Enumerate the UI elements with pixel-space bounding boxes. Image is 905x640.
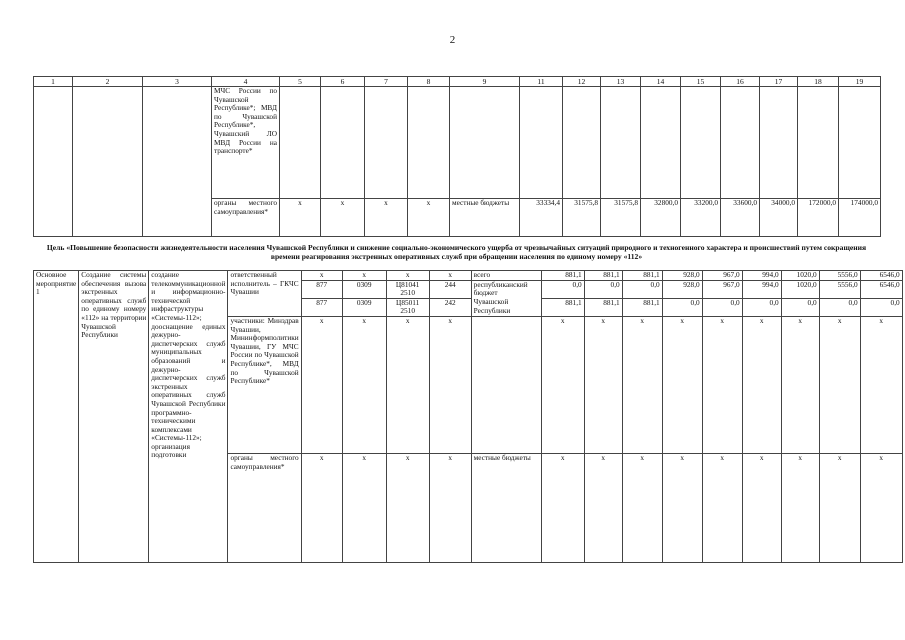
cell-x: х — [662, 453, 702, 562]
value-cell: 0,0 — [662, 298, 702, 316]
cell-x: х — [742, 316, 781, 453]
participants-cell: участники: Минздрав Чувашии, Мининформполитики Чувашии, ГУ МЧС России по Чувашской Республике*, МВД по Чувашской Республике* — [228, 316, 301, 453]
cell-x: х — [541, 453, 584, 562]
value-cell: 928,0 — [662, 271, 702, 281]
code-cell: 0309 — [342, 280, 386, 298]
cell-x: х — [386, 453, 429, 562]
code-cell: 242 — [429, 298, 471, 316]
source-cell: местные бюджеты — [450, 199, 520, 237]
value-cell: 33200,0 — [681, 199, 721, 237]
goal-text: Повышение безопасности жизнедеятельности населения Чувашской Республики и снижение социально-экономического ущерба от чрезвычайных ситуаций природного и техногенного характера и происшествий путем сокращения времени реагирования экстренных оперативных служб при обращении населения по единому номеру «112» — [70, 243, 867, 261]
cell-x: х — [386, 316, 429, 453]
col-header: 6 — [321, 77, 365, 87]
code-cell: 877 — [301, 298, 342, 316]
cell-x: х — [819, 453, 860, 562]
col-header: 7 — [365, 77, 408, 87]
column-number-row — [34, 77, 881, 87]
cell-x: х — [301, 271, 342, 281]
value-cell: 881,1 — [541, 271, 584, 281]
cell-x: х — [584, 316, 622, 453]
col-header: 4 — [212, 77, 280, 87]
cell-x: х — [301, 316, 342, 453]
cell-x: х — [429, 453, 471, 562]
col-header: 13 — [601, 77, 641, 87]
value-cell: 0,0 — [622, 280, 662, 298]
cell-x: х — [342, 453, 386, 562]
value-cell: 994,0 — [742, 271, 781, 281]
cell-x: х — [781, 316, 819, 453]
code-cell: Ц81041 2510 — [386, 280, 429, 298]
table-row — [34, 271, 903, 281]
cell-x: х — [321, 199, 365, 237]
value-cell: 174000,0 — [839, 199, 881, 237]
code-cell: Ц85011 2510 — [386, 298, 429, 316]
col-header: 2 — [73, 77, 143, 87]
col-header: 18 — [798, 77, 839, 87]
col-header: 19 — [839, 77, 881, 87]
cell-x: х — [584, 453, 622, 562]
value-cell: 0,0 — [584, 280, 622, 298]
value-cell: 34000,0 — [760, 199, 798, 237]
value-cell: 6546,0 — [860, 271, 902, 281]
value-cell: 0,0 — [541, 280, 584, 298]
page-number: 2 — [449, 34, 456, 46]
value-cell: 31575,8 — [563, 199, 601, 237]
local-executors-cell: органы местного самоуправления* — [228, 453, 301, 562]
top-table — [33, 76, 881, 237]
col-header: 9 — [450, 77, 520, 87]
col-header: 3 — [143, 77, 212, 87]
cell-x: х — [702, 453, 742, 562]
value-cell: 0,0 — [742, 298, 781, 316]
executors-cell: МЧС России по Чувашской Республике*; МВД по Чувашской Республике*, Чувашский ЛО МВД России на транспорте* — [212, 87, 280, 199]
main-table — [33, 270, 903, 563]
cell-x: х — [702, 316, 742, 453]
source-cell: республиканский бюджет — [471, 280, 541, 298]
cell-x: х — [860, 316, 902, 453]
cell-x: х — [365, 199, 408, 237]
code-cell: 244 — [429, 280, 471, 298]
cell-x: х — [622, 316, 662, 453]
col-header: 11 — [520, 77, 563, 87]
col-header: 12 — [563, 77, 601, 87]
value-cell: 881,1 — [541, 298, 584, 316]
value-cell: 881,1 — [622, 298, 662, 316]
value-cell: 5556,0 — [819, 271, 860, 281]
local-executors-cell: органы местного самоуправления* — [212, 199, 280, 237]
col-header: 5 — [280, 77, 321, 87]
source-cell: Чувашской Республики — [471, 298, 541, 316]
value-cell: 1020,0 — [781, 271, 819, 281]
cell-x: х — [429, 271, 471, 281]
cell-x: х — [819, 316, 860, 453]
cell-x: х — [622, 453, 662, 562]
col-header: 16 — [721, 77, 760, 87]
goal-heading — [33, 243, 880, 261]
value-cell: 0,0 — [702, 298, 742, 316]
code-cell: 877 — [301, 280, 342, 298]
value-cell: 0,0 — [860, 298, 902, 316]
cell-x: х — [429, 316, 471, 453]
cell-x: х — [742, 453, 781, 562]
col-header: 1 — [34, 77, 73, 87]
value-cell: 33334,4 — [520, 199, 563, 237]
cell-x: х — [342, 271, 386, 281]
cell-x: х — [280, 199, 321, 237]
cell-x: х — [386, 271, 429, 281]
measure-description-cell: создание телекоммуникационной и информационно-технической инфраструктуры «Системы-112»; дооснащение единых дежурно-диспетчерских служб муниципальных образований и дежурно-диспетчерских служб экстренных оперативных служб Чувашской Республики программно-техническими комплексами «Системы-112»; организация подготовки — [149, 271, 228, 563]
value-cell: 881,1 — [584, 271, 622, 281]
col-header: 17 — [760, 77, 798, 87]
col-header: 14 — [641, 77, 681, 87]
cell-x: х — [301, 453, 342, 562]
value-cell: 967,0 — [702, 271, 742, 281]
responsible-cell: ответственный исполнитель – ГКЧС Чувашии — [228, 271, 301, 317]
measure-name-cell: Создание системы обеспечения вызова экстренных оперативных служб по единому номеру «112» на территории Чувашской Республики — [79, 271, 149, 563]
source-cell: местные бюджеты — [471, 453, 541, 562]
value-cell: 1020,0 — [781, 280, 819, 298]
table-row — [34, 87, 881, 199]
code-cell: 0309 — [342, 298, 386, 316]
col-header: 8 — [408, 77, 450, 87]
value-cell: 994,0 — [742, 280, 781, 298]
value-cell: 0,0 — [781, 298, 819, 316]
goal-label: Цель « — [46, 243, 71, 252]
source-cell: всего — [471, 271, 541, 281]
value-cell: 5556,0 — [819, 280, 860, 298]
cell-x: х — [860, 453, 902, 562]
value-cell: 928,0 — [662, 280, 702, 298]
cell-x: х — [342, 316, 386, 453]
value-cell: 31575,8 — [601, 199, 641, 237]
cell-x: х — [541, 316, 584, 453]
value-cell: 881,1 — [622, 271, 662, 281]
cell-x: х — [408, 199, 450, 237]
col-header: 15 — [681, 77, 721, 87]
value-cell: 0,0 — [819, 298, 860, 316]
value-cell: 967,0 — [702, 280, 742, 298]
measure-cell: Основное мероприятие 1 — [34, 271, 79, 563]
value-cell: 33600,0 — [721, 199, 760, 237]
value-cell: 172000,0 — [798, 199, 839, 237]
value-cell: 881,1 — [584, 298, 622, 316]
value-cell: 32800,0 — [641, 199, 681, 237]
cell-x: х — [781, 453, 819, 562]
value-cell: 6546,0 — [860, 280, 902, 298]
cell-x: х — [662, 316, 702, 453]
